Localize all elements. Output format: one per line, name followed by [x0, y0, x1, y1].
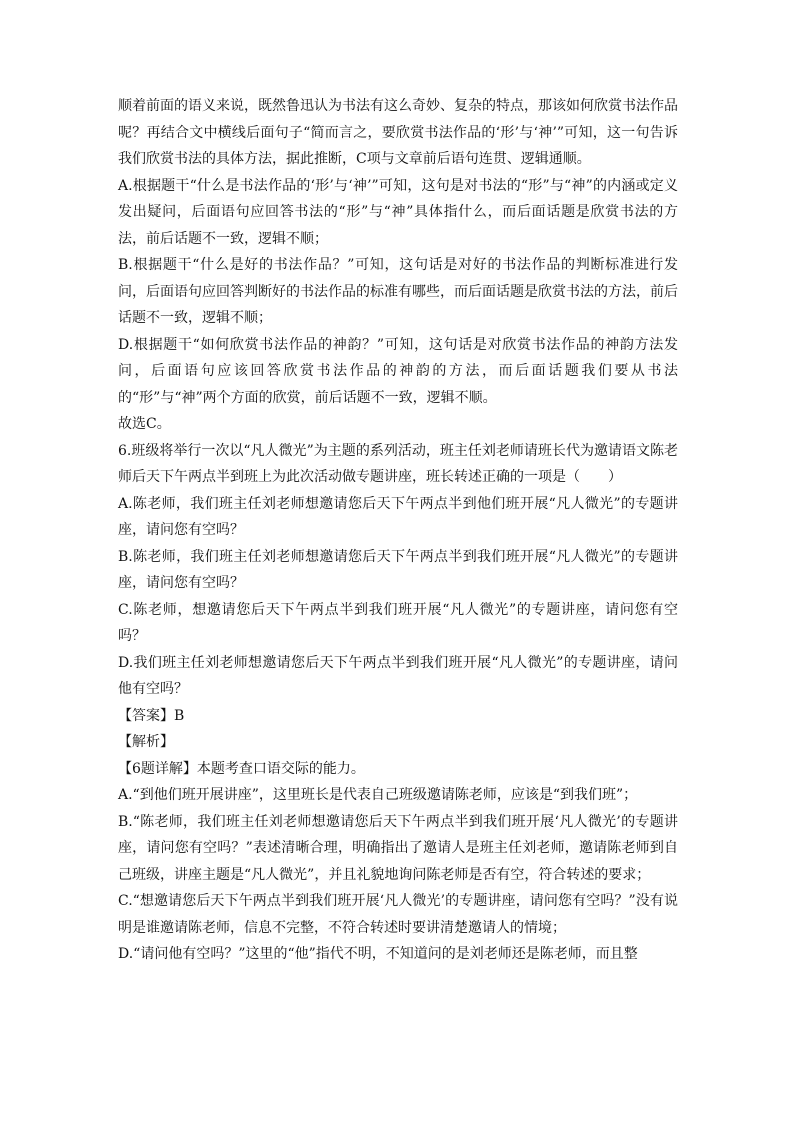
- paragraph-choose-c: 故选C。: [118, 416, 171, 432]
- analysis-label: 【解析】: [118, 734, 174, 750]
- paragraph-intro-analysis: 顺着前面的语义来说，既然鲁迅认为书法有这么奇妙、复杂的特点，那该如何欣赏书法作品呢？再结合文中横线后面句子“简而言之，要欣赏书法作品的‘形’与‘神’”可知，这一句告诉我们欣赏书法的具体方法，据此推断，C项与文章前后语句连贯、逻辑通顺。: [118, 98, 678, 167]
- detail-option-a: A.“到他们班开展讲座”，这里班长是代表自己班级邀请陈老师，应该是“到我们班”；: [118, 787, 638, 803]
- answer-label: 【答案】B: [118, 707, 185, 724]
- paragraph-option-a-analysis: A.根据题干“什么是书法作品的‘形’与‘神’”可知，这句是对书法的“形”与“神”的内涵或定义发出疑问，后面语句应回答书法的“形”与“神”具体指什么，而后面话题是欣赏书法的方法，前后话题不一致，逻辑不顺；: [118, 177, 678, 247]
- question-6-option-a: A.陈老师，我们班主任刘老师想邀请您后天下午两点半到他们班开展“凡人微光”的专题讲座，请问您有空吗？: [118, 495, 678, 538]
- question-6-option-b: B.陈老师，我们班主任刘老师想邀请您后天下午两点半到我们班开展“凡人微光”的专题讲座，请问您有空吗？: [118, 548, 678, 591]
- question-6-option-d: D.我们班主任刘老师想邀请您后天下午两点半到我们班开展“凡人微光”的专题讲座，请问他有空吗？: [118, 654, 678, 697]
- question-6-stem: 6.班级将举行一次以“凡人微光”为主题的系列活动，班主任刘老师请班长代为邀请语文陈老师后天下午两点半到班上为此次活动做专题讲座，班长转述正确的一项是（ ）: [118, 442, 678, 485]
- paragraph-option-b-analysis: B.根据题干“什么是好的书法作品？”可知，这句话是对好的书法作品的判断标准进行发问，后面语句应回答判断好的书法作品的标准有哪些，而后面话题是欣赏书法的方法，前后话题不一致，逻辑不顺；: [118, 257, 678, 326]
- paragraph-option-d-analysis: D.根据题干“如何欣赏书法作品的神韵？”可知，这句话是对欣赏书法作品的神韵方法发问，后面语句应该回答欣赏书法作品的神韵的方法，而后面话题我们要从书法的“形”与“神”两个方面的欣赏，前后话题不一致，逻辑不顺。: [118, 336, 678, 406]
- question-6-option-c: C.陈老师，想邀请您后天下午两点半到我们班开展“凡人微光”的专题讲座，请问您有空吗？: [118, 601, 678, 644]
- document-body: [118, 93, 678, 968]
- detail-option-b: B.“陈老师，我们班主任刘老师想邀请您后天下午两点半到我们班开展‘凡人微光’的专题讲座，请问您有空吗？”表述清晰合理，明确指出了邀请人是班主任刘老师，邀请陈老师到自己班级，讲座主题是“凡人微光”，并且礼貌地询问陈老师是否有空，符合转述的要求；: [118, 813, 678, 883]
- detail-option-d: D.“请问他有空吗？”这里的“他”指代不明，不知道问的是刘老师还是陈老师，而且整: [118, 946, 638, 962]
- detail-option-c: C.“想邀请您后天下午两点半到我们班开展‘凡人微光’的专题讲座，请问您有空吗？”没有说明是谁邀请陈老师，信息不完整，不符合转述时要讲清楚邀请人的情境；: [118, 893, 678, 936]
- question-6-detail-heading: 【6题详解】本题考查口语交际的能力。: [118, 760, 365, 777]
